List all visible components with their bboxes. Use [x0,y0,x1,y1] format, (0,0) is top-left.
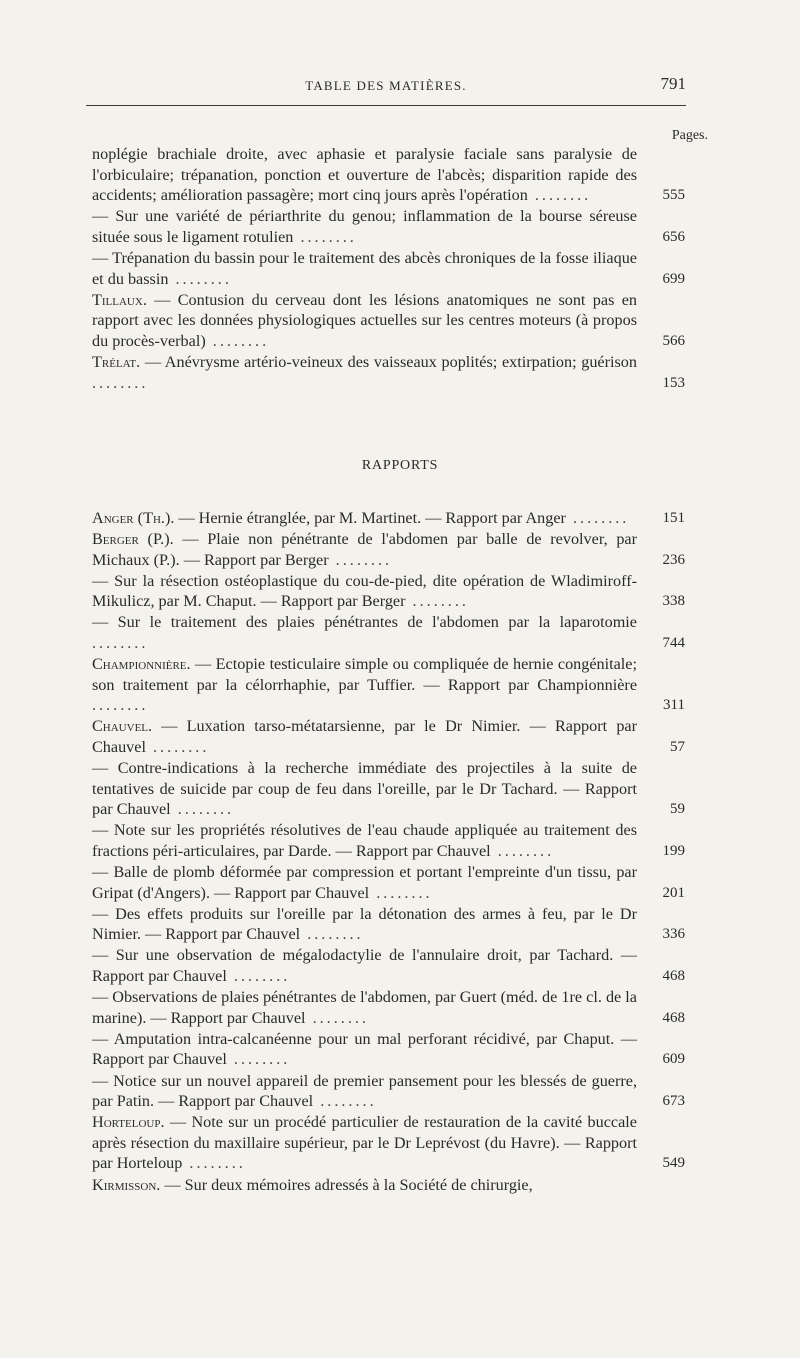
index-entry-text [92,529,685,570]
dot-leader: ........ [300,925,364,944]
dot-leader: ........ [369,883,433,902]
index-entry [92,716,685,757]
index-entry-description: — Ectopie testiculaire simple ou compliquée de hernie congénitale; son traitement par la célorrhaphie, par Tuffier. — Rapport par Championnière [92,655,637,694]
index-entry-text [92,987,685,1028]
index-entry [92,144,685,206]
page-number: 791 [660,74,686,93]
index-entry-author: Kirmisson. [92,1175,161,1194]
index-entry-description: — Note sur un procédé particulier de restauration de la cavité buccale après résection du maxillaire supérieur, par le Dr Leprévost (du Havre). — Rapport par Horteloup [92,1113,637,1173]
index-entry [92,758,685,820]
index-entry-text [92,290,685,352]
index-entry-description: — Luxation tarso-métatarsienne, par le Dr Nimier. — Rapport par Chauvel [92,717,637,757]
index-entry [92,820,685,861]
index-entry-description: — Hernie étranglée, par M. Martinet. — Rapport par Anger [174,509,566,527]
index-entry-page: 699 [662,270,685,287]
dot-leader: ........ [565,509,630,527]
index-entry [92,987,685,1028]
index-entry-description: — Contusion du cerveau dont les lésions anatomiques ne sont pas en rapport avec les données physiologiques actuelles sur les centres moteurs (à propos du procès-verbal) [92,290,637,350]
dot-leader: ........ [293,227,357,246]
index-entry-text [92,904,685,945]
index-entry-page: 201 [662,884,685,901]
index-entry-description: — Contre-indications à la recherche immédiate des projectiles à la suite de tentatives de suicide par coup de feu dans l'oreille, par le Dr Tachard. — Rapport par Chauvel [92,759,637,819]
running-title: TABLE DES MATIÈRES. [305,78,467,93]
index-entry [92,1112,685,1174]
index-entry-text [92,1071,685,1112]
index-entry-author: Tillaux. [92,290,147,309]
index-entry-page: 744 [662,635,685,652]
index-entry-description: — Sur une observation de mégalodactylie de l'annulaire droit, par Tachard. — Rapport par Chauvel [92,946,637,986]
index-entry-description: — Sur deux mémoires adressés à la Société de chirurgie, [160,1175,533,1194]
dot-leader: ........ [305,1008,369,1027]
index-entry-text [92,612,685,653]
index-entry [92,206,685,247]
index-entry [92,571,685,612]
index-entry-page: 199 [662,843,685,859]
pages-column-label: Pages. [671,128,708,143]
index-entry-description: — Des effets produits sur l'oreille par la détonation des armes à feu, par le Dr Nimier. — Rapport par Chauvel [92,904,637,944]
index-entry [92,508,685,529]
dot-leader: ........ [226,967,291,986]
index-entry-page: 468 [662,968,685,985]
index-entry-text [92,571,685,612]
index-entry-page: 311 [663,697,685,714]
index-entry-page: 468 [662,1009,685,1026]
index-entry-page: 555 [662,187,685,204]
index-entry-text [92,248,685,289]
header-rule [86,105,686,106]
index-entry-description: — Observations de plaies pénétrantes de l'abdomen, par Guert (méd. de 1re cl. de la marine). — Rapport par Chauvel [92,988,637,1027]
index-entry [92,612,685,653]
dot-leader: ........ [328,550,393,569]
index-entry-description: — Amputation intra-calcanéenne pour un mal perforant récidivé, par Chaput. — Rapport par Chauvel [92,1029,637,1069]
dot-leader: ........ [168,269,232,288]
index-entry-text [92,716,685,757]
dot-leader: ........ [145,738,210,757]
index-entry-page: 566 [662,332,685,349]
index-entry-description: noplégie brachiale droite, avec aphasie et paralysie faciale sans paralysie de l'orbiculaire; trépanation, ponction et ouverture de l'abcès; disparition rapide des accidents; amélioration passagère; mort cinq jours après l'opération [92,145,637,205]
dot-leader: ........ [490,842,555,860]
index-entry [92,904,685,945]
dot-leader: ........ [92,696,149,715]
index-entry-page: 151 [662,510,685,526]
index-entry-page: 153 [662,374,685,391]
index-entry [92,352,685,393]
index-entry-description: — Trépanation du bassin pour le traitement des abcès chroniques de la fosse iliaque et du bassin [92,248,637,288]
index-entry-page: 609 [662,1051,685,1068]
index-entry-text [92,862,685,903]
index-entry-page: 549 [662,1155,685,1172]
index-entry [92,1175,685,1196]
section-heading-rapports: RAPPORTS [361,458,439,473]
index-entry-description: — Note sur les propriétés résolutives de l'eau chaude appliquée au traitement des fractions péri-articulaires, par Darde. — Rapport par Chauvel [92,821,637,860]
dot-leader: ........ [182,1154,246,1173]
index-entry-description: — Notice sur un nouvel appareil de premier pansement pour les blessés de guerre, par Patin. — Rapport par Chauvel [92,1071,637,1111]
index-entry-author: Berger (P.). [92,530,174,549]
dot-leader: ........ [405,592,469,611]
index-entry-author: Anger (Th.). [92,509,175,527]
index-entry-text [92,1175,685,1196]
index-entry-text [92,1112,685,1174]
index-entry-text [92,1029,685,1070]
index-entry-description: — Sur une variété de périarthrite du genou; inflammation de la bourse séreuse située sous le ligament rotulien [92,207,637,246]
index-entry [92,290,685,352]
index-entry [92,1071,685,1112]
dot-leader: ........ [226,1050,291,1069]
index-entry-page: 59 [670,801,685,818]
index-entry-description: — Sur le traitement des plaies pénétrantes de l'abdomen par la laparotomie [92,613,637,632]
index-entry-text [92,206,685,247]
index-entry [92,654,685,716]
dot-leader: ........ [527,186,592,205]
index-entry-author: Chauvel. [92,717,153,736]
index-entry-description: — Anévrysme artério-veineux des vaisseaux poplités; extirpation; guérison [140,352,637,371]
dot-leader: ........ [205,331,270,350]
index-entry-description: — Balle de plomb déformée par compression et portant l'empreinte d'un tissu, par Gripat (d'Angers). — Rapport par Chauvel [92,863,637,902]
dot-leader: ........ [170,800,235,819]
index-entry-text [92,144,685,206]
index-entry-page: 236 [662,551,685,568]
index-entry-text [92,758,685,820]
index-entry [92,529,685,570]
dot-leader: ........ [92,373,149,392]
index-entries-rapports [92,508,685,1196]
index-entry-text [92,352,685,393]
index-entry-page: 57 [670,739,685,756]
index-entry [92,248,685,289]
index-entry-text [92,654,685,716]
index-entry [92,862,685,903]
index-entry-text [92,820,685,861]
index-entry-page: 673 [662,1093,685,1110]
dot-leader: ........ [92,634,149,653]
index-entry-author: Horteloup. [92,1113,165,1132]
dot-leader: ........ [313,1092,377,1111]
index-entry-description: — Plaie non pénétrante de l'abdomen par balle de revolver, par Michaux (P.). — Rapport par Berger [92,530,637,569]
index-entry-text [92,508,685,529]
index-entry [92,945,685,986]
index-entry-text [92,945,685,986]
index-entry-page: 338 [662,593,685,610]
index-entry-description: — Sur la résection ostéoplastique du cou-de-pied, dite opération de Wladimiroff-Mikulicz, par M. Chaput. — Rapport par Berger [92,571,637,611]
index-entries-top [92,144,685,394]
index-entry [92,1029,685,1070]
index-entry-page: 336 [662,926,685,943]
index-entry-page: 656 [662,228,685,245]
index-entry-author: Championnière. [92,655,191,674]
index-entry-author: Trélat. [92,352,141,371]
page-header [86,74,686,98]
